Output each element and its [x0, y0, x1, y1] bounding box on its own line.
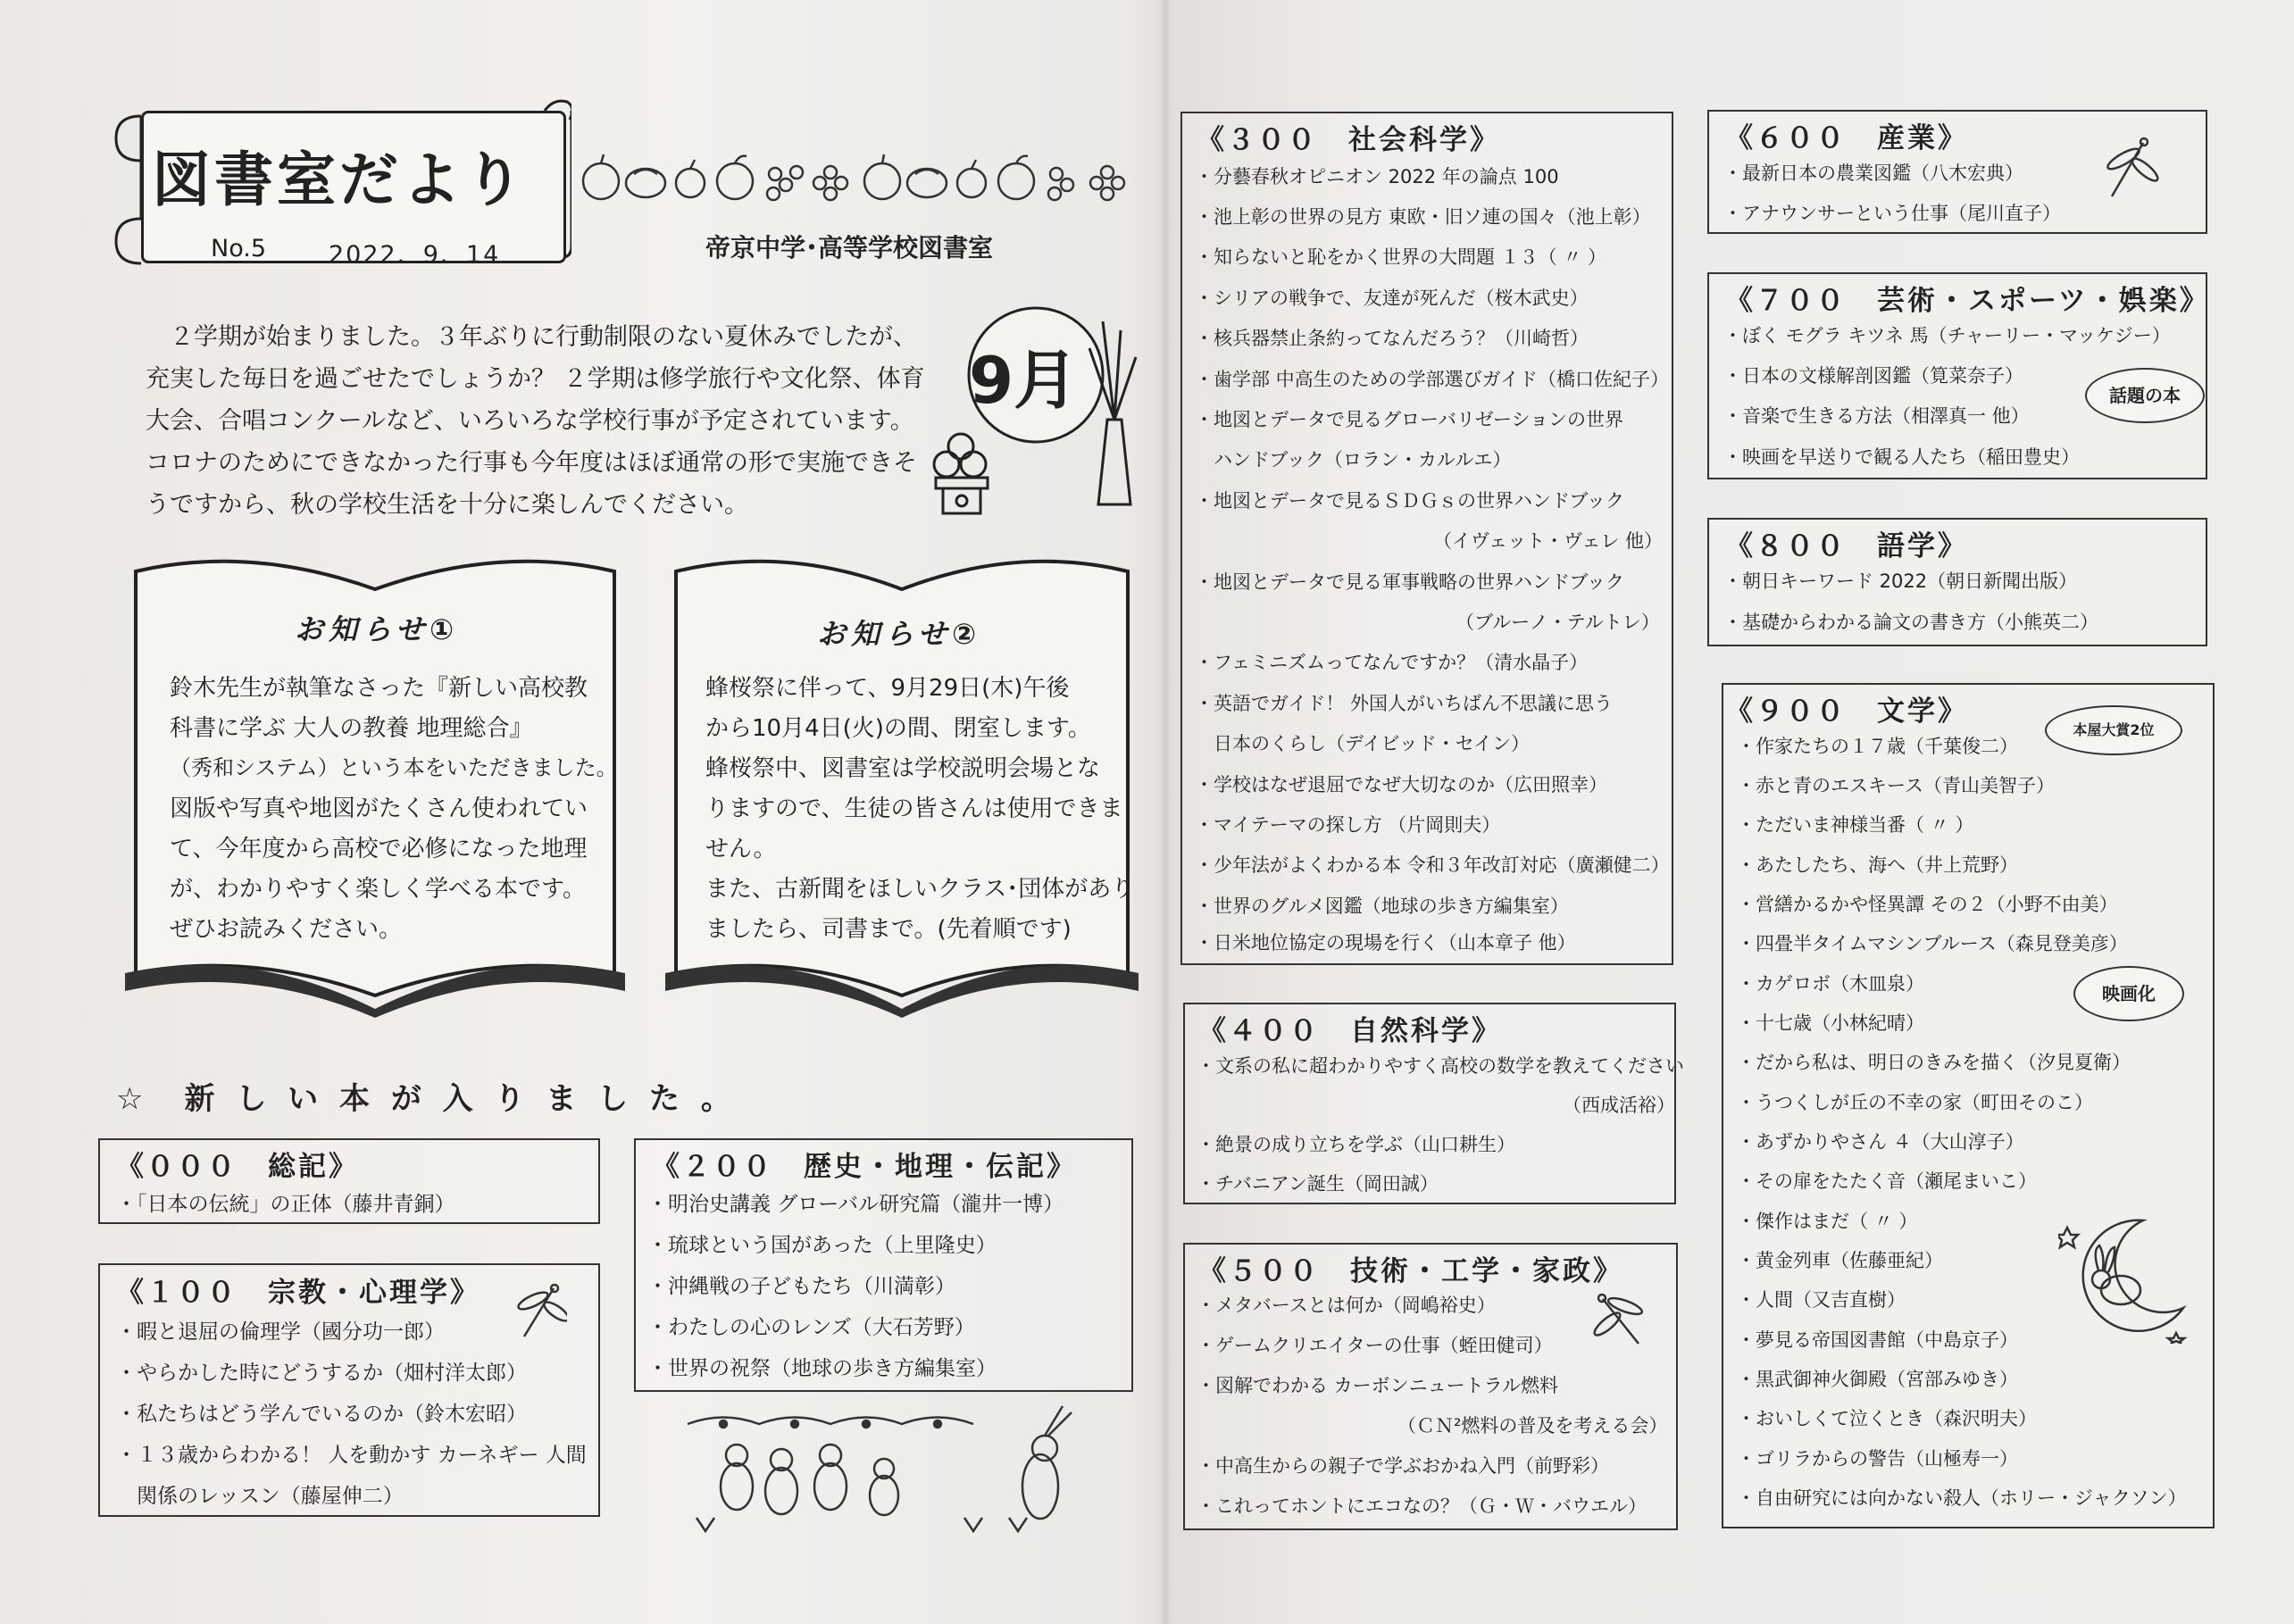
section-000-header: 《０００ 総記》 — [116, 1151, 359, 1183]
book-item: ・地図とデータで見る軍事戦略の世界ハンドブック — [1195, 571, 1624, 593]
book-item: ・沖縄戦の子どもたち（川満彰） — [647, 1275, 955, 1298]
month-badge: 9月 — [969, 343, 1079, 418]
book-item: ・分藝春秋オピニオン 2022 年の論点 100 — [1195, 166, 1559, 187]
book-item: ・その扉をたたく音（瀬尾まいこ） — [1737, 1170, 2037, 1192]
book-item: ・黄金列車（佐藤亜紀） — [1737, 1250, 1943, 1271]
book-item: ・傑作はまだ（ 〃 ） — [1737, 1211, 1918, 1232]
book-item: ・営繕かるかや怪異譚 その２（小野不由美） — [1737, 894, 2118, 915]
notice-2-line: から10月4日(火)の間、閉室します。 — [705, 715, 1091, 742]
book-item: ・核兵器禁止条約ってなんだろう？（川崎哲） — [1195, 328, 1589, 349]
notice-2-title: お知らせ② — [817, 617, 982, 651]
autumn-fruits-icon — [579, 147, 1132, 210]
book-item: ・メタバースとは何か（岡嶋裕史） — [1197, 1295, 1496, 1316]
book-item: ・地図とデータで見るＳＤＧｓの世界ハンドブック — [1195, 490, 1624, 512]
intro-line: コロナのためにできなかった行事も今年度はほぼ通常の形で実施できそ — [146, 449, 917, 477]
book-item: ・暇と退屈の倫理学（國分功一郎） — [116, 1320, 445, 1344]
book-item: 関係のレッスン（藤屋伸二） — [116, 1485, 404, 1508]
book-item: 日本のくらし（デイビッド・セイン） — [1195, 733, 1531, 754]
book-item: ・学校はなぜ退屈でなぜ大切なのか（広田照幸） — [1195, 774, 1607, 795]
book-item: ・ゲームクリエイターの仕事（蛭田健司） — [1197, 1335, 1553, 1356]
book-item: ・基礎からわかる論文の書き方（小熊英二） — [1723, 612, 2098, 633]
book-item: ・チバニアン誕生（岡田誠） — [1197, 1173, 1439, 1195]
notice-1-line: が、わかりやすく楽しく学べる本です。 — [170, 876, 586, 903]
book-item: ・私たちはどう学んでいるのか（鈴木宏昭） — [116, 1403, 527, 1426]
book-item: ・最新日本の農業図鑑（八木宏典） — [1723, 162, 2023, 184]
section-300-header: 《３００ 社会科学》 — [1197, 124, 1500, 156]
notice-2-line: りますので、生徒の皆さんは使用できま — [705, 795, 1123, 822]
book-item: ・図解でわかる カーボンニュートラル燃料 — [1197, 1375, 1559, 1396]
school-library-name: 帝京中学･高等学校図書室 — [705, 233, 994, 262]
book-item: ・わたしの心のレンズ（大石芳野） — [647, 1316, 975, 1339]
notice-2-line: せん。 — [705, 836, 777, 862]
book-item: ・マイテーマの探し方 （片岡則夫） — [1195, 814, 1501, 836]
award-bubble: 本屋大賞2位 — [2045, 705, 2182, 755]
issue-date: 2022．9．14 — [329, 241, 501, 269]
book-item: ・映画を早送りで観る人たち（稲田豊史） — [1723, 446, 2080, 468]
book-item: ・音楽で生きる方法（相澤真一 他） — [1723, 405, 2030, 427]
dragonfly-icon — [1589, 1290, 1652, 1353]
hot-topic-bubble: 話題の本 — [2085, 368, 2205, 423]
rabbit-moon-icon — [2058, 1210, 2192, 1344]
book-item: ・あずかりやさん ４（大山淳子） — [1737, 1131, 2024, 1153]
book-item: ・これってホントにエコなの？（Ｇ・Ｗ・バウエル） — [1197, 1495, 1647, 1517]
book-item: ・ぼく モグラ キツネ 馬（チャーリー・マッケジー） — [1723, 325, 2171, 346]
dragonfly-icon — [2098, 134, 2161, 205]
book-item: ・だから私は、明日のきみを描く（汐見夏衛） — [1737, 1052, 2131, 1073]
section-200-header: 《２００ 歴史・地理・伝記》 — [652, 1151, 1077, 1183]
book-item: ・作家たちの１７歳（千葉俊二） — [1737, 736, 2018, 757]
book-item: ・世界のグルメ図鑑（地球の歩き方編集室） — [1195, 895, 1569, 917]
book-item: ・朝日キーワード 2022（朝日新聞出版） — [1723, 570, 2078, 592]
book-item: ・明治史講義 グローバル研究篇（瀧井一博） — [647, 1193, 1064, 1216]
newsletter-title: 図書室だより — [152, 146, 527, 214]
book-item: ・カゲロボ（木皿泉） — [1737, 973, 1924, 995]
book-item: ・地図とデータで見るグローバリゼーションの世界 — [1195, 409, 1624, 430]
book-item: ・絶景の成り立ちを学ぶ（山口耕生） — [1197, 1134, 1515, 1155]
notice-2-line: ましたら、司書まで。(先着順です) — [705, 916, 1072, 943]
book-item: ・日本の文様解剖図鑑（筧菜奈子） — [1723, 365, 2023, 387]
book-item: ・やらかした時にどうするか（畑村洋太郎） — [116, 1362, 527, 1385]
notice-1-line: （秀和システム）という本をいただきました。 — [170, 755, 618, 780]
movie-bubble: 映画化 — [2073, 966, 2184, 1021]
book-item: ・黒武御神火御殿（宮部みゆき） — [1737, 1369, 2018, 1390]
book-item: ・おいしくて泣くとき（森沢明夫） — [1737, 1408, 2037, 1429]
section-900-header: 《９００ 文学》 — [1725, 695, 1968, 728]
book-item: （ＣＮ²燃料の普及を考える会） — [1397, 1415, 1668, 1437]
book-item: ・ただいま神様当番（ 〃 ） — [1737, 814, 1974, 836]
book-item: ・夢見る帝国図書館（中島京子） — [1737, 1329, 2018, 1351]
intro-line: 大会、合唱コンクールなど、いろいろな学校行事が予定されています。 — [146, 407, 914, 435]
book-item: ・うつくしが丘の不幸の家（町田そのこ） — [1737, 1092, 2093, 1113]
book-item: ・アナウンサーという仕事（尾川直子） — [1723, 203, 2061, 224]
section-700-header: 《７００ 芸術・スポーツ・娯楽》 — [1725, 285, 2210, 317]
book-item: ハンドブック（ロラン・カルルエ） — [1195, 449, 1512, 471]
book-item: ・文系の私に超わかりやすく高校の数学を教えてください — [1197, 1055, 1684, 1077]
new-books-heading: ☆ 新 し い 本 が 入 り ま し た 。 — [116, 1081, 737, 1117]
book-item: （ブルーノ・テルトレ） — [1456, 612, 1660, 633]
book-item: ・赤と青のエスキース（青山美智子） — [1737, 775, 2055, 796]
section-600-header: 《６００ 産業》 — [1725, 122, 1968, 154]
book-item: ・歯学部 中高生のための学部選びガイド（橋口佐紀子） — [1195, 369, 1670, 390]
book-item: ・ゴリラからの警告（山極寿一） — [1737, 1448, 2018, 1470]
page-fold — [1159, 0, 1172, 1624]
intro-line: ２学期が始まりました。３年ぶりに行動制限のない夏休みでしたが、 — [170, 323, 917, 351]
notice-1-line: 鈴木先生が執筆なさった『新しい高校教 — [170, 675, 588, 702]
section-800-header: 《８００ 語学》 — [1725, 530, 1968, 562]
book-item: ・少年法がよくわかる本 令和３年改訂対応（廣瀬健二） — [1195, 854, 1670, 876]
book-item: ・フェミニズムってなんですか？（清水晶子） — [1195, 652, 1589, 673]
notice-1-title: お知らせ① — [295, 612, 460, 646]
book-item: ・四畳半タイムマシンブルース（森見登美彦） — [1737, 933, 2128, 954]
notice-1-line: ぜひお読みください。 — [170, 916, 403, 943]
notice-2-line: 蜂桜祭中、図書室は学校説明会場とな — [705, 755, 1101, 782]
book-item: ・中高生からの親子で学ぶおかね入門（前野彩） — [1197, 1455, 1609, 1477]
book-item: ・シリアの戦争で、友達が死んだ（桜木武史） — [1195, 287, 1589, 309]
issue-number: No.5 — [211, 235, 267, 262]
notice-1-line: 図版や写真や地図がたくさん使われてい — [170, 795, 588, 822]
notice-2-line: 蜂桜祭に伴って、9月29日(木)午後 — [705, 675, 1070, 702]
crickets-icon — [670, 1402, 1089, 1536]
notice-2-line: また、古新聞をほしいクラス･団体があり — [705, 876, 1135, 903]
book-item: ・あたしたち、海へ（井上荒野） — [1737, 854, 2018, 876]
intro-line: うですから、秋の学校生活を十分に楽しんでください。 — [146, 491, 748, 519]
intro-line: 充実した毎日を過ごせたでしょうか？ ２学期は修学旅行や文化祭、体育 — [146, 365, 925, 393]
book-item: ・日米地位協定の現場を行く（山本章子 他） — [1195, 932, 1576, 954]
section-500-header: 《５００ 技術・工学・家政》 — [1198, 1255, 1623, 1287]
book-item: （イヴェット・ヴェレ 他） — [1433, 530, 1663, 552]
book-item: ・琉球という国があった（上里隆史） — [647, 1234, 997, 1257]
book-item: ・世界の祝祭（地球の歩き方編集室） — [647, 1357, 997, 1380]
book-item: ・十七歳（小林紀晴） — [1737, 1012, 1924, 1034]
book-item: ・英語でガイド！ 外国人がいちばん不思議に思う — [1195, 693, 1614, 714]
section-400-header: 《４００ 自然科学》 — [1198, 1015, 1502, 1047]
section-100-header: 《１００ 宗教・心理学》 — [116, 1277, 480, 1309]
book-item: ・人間（又吉直樹） — [1737, 1289, 1906, 1311]
book-item: ・「日本の伝統」の正体（藤井青銅） — [116, 1193, 455, 1216]
book-item: ・池上彰の世界の見方 東欧・旧ソ連の国々（池上彰） — [1195, 206, 1651, 228]
book-item: ・１３歳からわかる！ 人を動かす カーネギー 人間 — [116, 1444, 587, 1467]
book-item: （西成活裕） — [1563, 1095, 1675, 1116]
notice-1-line: て、今年度から高校で必修になった地理 — [170, 836, 588, 862]
notice-1-line: 科書に学ぶ 大人の教養 地理総合』 — [170, 715, 533, 742]
book-item: ・自由研究には向かない殺人（ホリー・ジャクソン） — [1737, 1487, 2187, 1509]
dragonfly-icon — [513, 1281, 567, 1344]
book-item: ・知らないと恥をかく世界の大問題 １３（ 〃 ） — [1195, 246, 1607, 268]
